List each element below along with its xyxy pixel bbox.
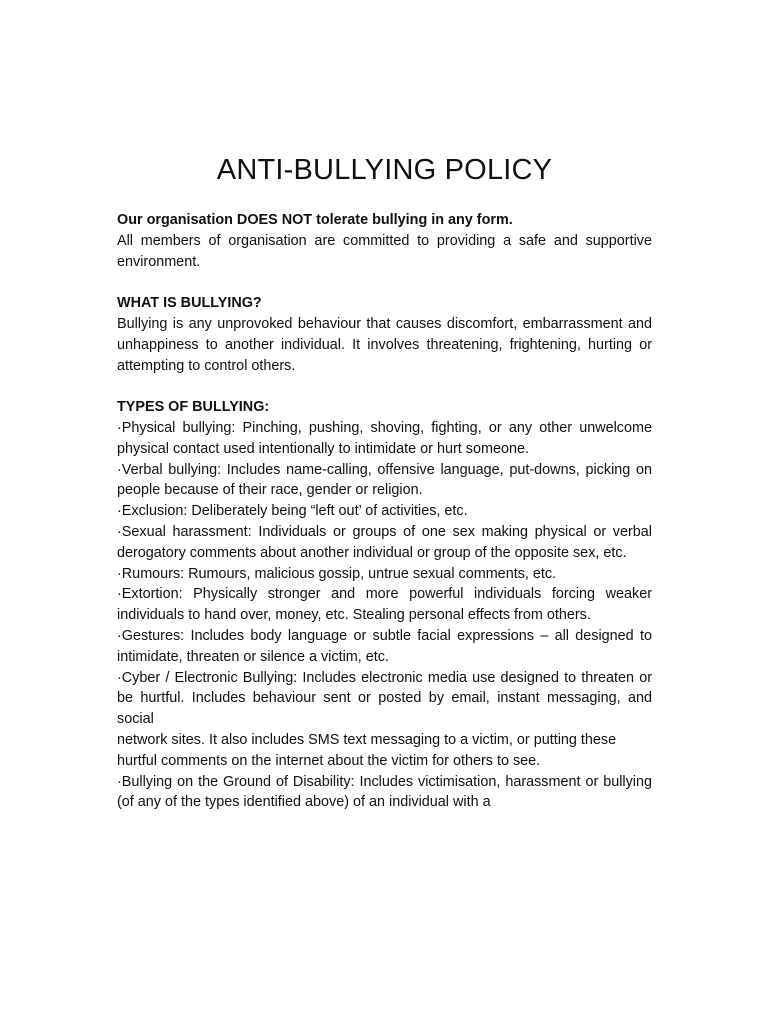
spacer — [117, 272, 652, 293]
type-cyber-continued-2: hurtful comments on the internet about the victim for others to see. — [117, 752, 541, 769]
type-cyber-continued: network sites. It also includes SMS text messaging to a victim, or putting these — [117, 731, 617, 748]
document-title: ANTI-BULLYING POLICY — [216, 154, 553, 186]
type-extortion: ·Extortion: Physically stronger and more powerful individuals forcing weaker individuals to hand over, money, etc. Stealing personal effects from others. — [117, 586, 652, 624]
type-physical: ·Physical bullying: Pinching, pushing, shoving, fighting, or any other unwelcome physical contact used intentionally to intimidate or hurt someone. — [117, 419, 652, 457]
intro-statement: Our organisation DOES NOT tolerate bullying in any form. — [117, 212, 513, 228]
type-rumours: ·Rumours: Rumours, malicious gossip, untrue sexual comments, etc. — [117, 565, 557, 582]
type-sexual-harassment: ·Sexual harassment: Individuals or groups of one sex making physical or verbal derogatory comments about another individual or group of the opposite sex, etc. — [117, 523, 652, 561]
policy-document — [117, 150, 652, 813]
type-exclusion: ·Exclusion: Deliberately being “left out’ of activities, etc. — [117, 503, 468, 520]
types-of-bullying-heading: TYPES OF BULLYING: — [117, 399, 270, 416]
what-is-bullying-paragraph: Bullying is any unprovoked behaviour that causes discomfort, embarrassment and unhappiness to another individual. It involves threatening, frightening, hurting or attempting to control others. — [117, 315, 652, 374]
type-verbal: ·Verbal bullying: Includes name-calling, offensive language, put-downs, picking on people because of their race, gender or religion. — [117, 461, 652, 499]
type-cyber: ·Cyber / Electronic Bullying: Includes electronic media use designed to threaten or be hurtful. Includes behaviour sent or posted by email, instant messaging, and social — [117, 669, 652, 728]
type-gestures: ·Gestures: Includes body language or subtle facial expressions – all designed to intimidate, threaten or silence a victim, etc. — [117, 627, 652, 665]
spacer — [117, 376, 652, 397]
intro-paragraph: All members of organisation are committed to providing a safe and supportive environment. — [117, 232, 652, 270]
what-is-bullying-heading: WHAT IS BULLYING? — [117, 295, 262, 312]
type-disability: ·Bullying on the Ground of Disability: Includes victimisation, harassment or bullying (of any of the types identified above) of an individual with a — [117, 773, 652, 811]
